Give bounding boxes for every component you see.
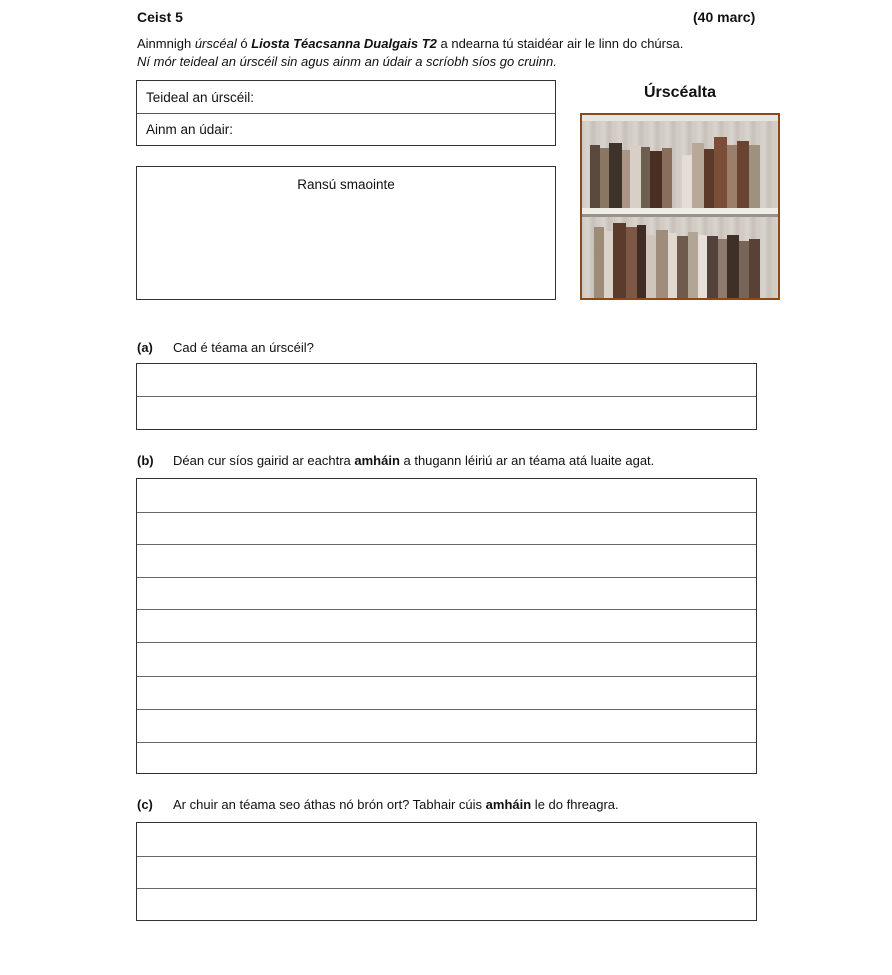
title-label: Teideal an úrscéil: (146, 90, 255, 105)
author-row[interactable] (137, 114, 555, 145)
intro-text: a ndearna tú staidéar air le linn do chúrsa. (436, 36, 684, 51)
question-b-text-end: a thugann léiriú ar an téama atá luaite agat. (399, 453, 655, 468)
intro-text-list: Liosta Téacsanna Dualgais T2 (251, 36, 437, 51)
answer-box-b[interactable] (136, 478, 757, 774)
marks-label: (40 marc) (693, 9, 756, 25)
question-a (137, 340, 314, 355)
question-c-text: Ar chuir an téama seo áthas nó brón ort? Tabhair cúis (173, 797, 486, 812)
question-a-text: Cad é téama an úrscéil? (173, 340, 314, 355)
question-a-tag: (a) (137, 340, 153, 355)
question-c (137, 797, 619, 812)
image-caption: Úrscéalta (643, 84, 717, 101)
question-b-tag: (b) (137, 453, 154, 468)
answer-box-c[interactable] (136, 822, 757, 921)
answer-box-a[interactable] (136, 363, 757, 430)
bookshelf-image (580, 113, 780, 300)
bookshelf-illustration (582, 115, 778, 298)
instruction-line-1 (137, 36, 683, 51)
instruction-line-2: Ní mór teideal an úrscéil sin agus ainm an údair a scríobh síos go cruinn. (137, 54, 557, 69)
question-c-tag: (c) (137, 797, 153, 812)
brainstorm-box[interactable] (136, 166, 556, 300)
intro-text: ó (236, 36, 252, 51)
question-b-bold: amháin (354, 453, 400, 468)
question-b-text: Déan cur síos gairid ar eachtra (173, 453, 355, 468)
brainstorm-label: Ransú smaointe (297, 177, 395, 192)
question-b (137, 453, 654, 468)
author-label: Ainm an údair: (146, 122, 234, 137)
title-author-box (136, 80, 556, 146)
question-c-text-end: le do fhreagra. (531, 797, 619, 812)
question-number: Ceist 5 (137, 9, 183, 25)
title-row[interactable] (137, 81, 555, 114)
intro-text: Ainmnigh (137, 36, 195, 51)
question-c-bold: amháin (485, 797, 532, 812)
intro-novel-word: úrscéal (194, 36, 237, 51)
